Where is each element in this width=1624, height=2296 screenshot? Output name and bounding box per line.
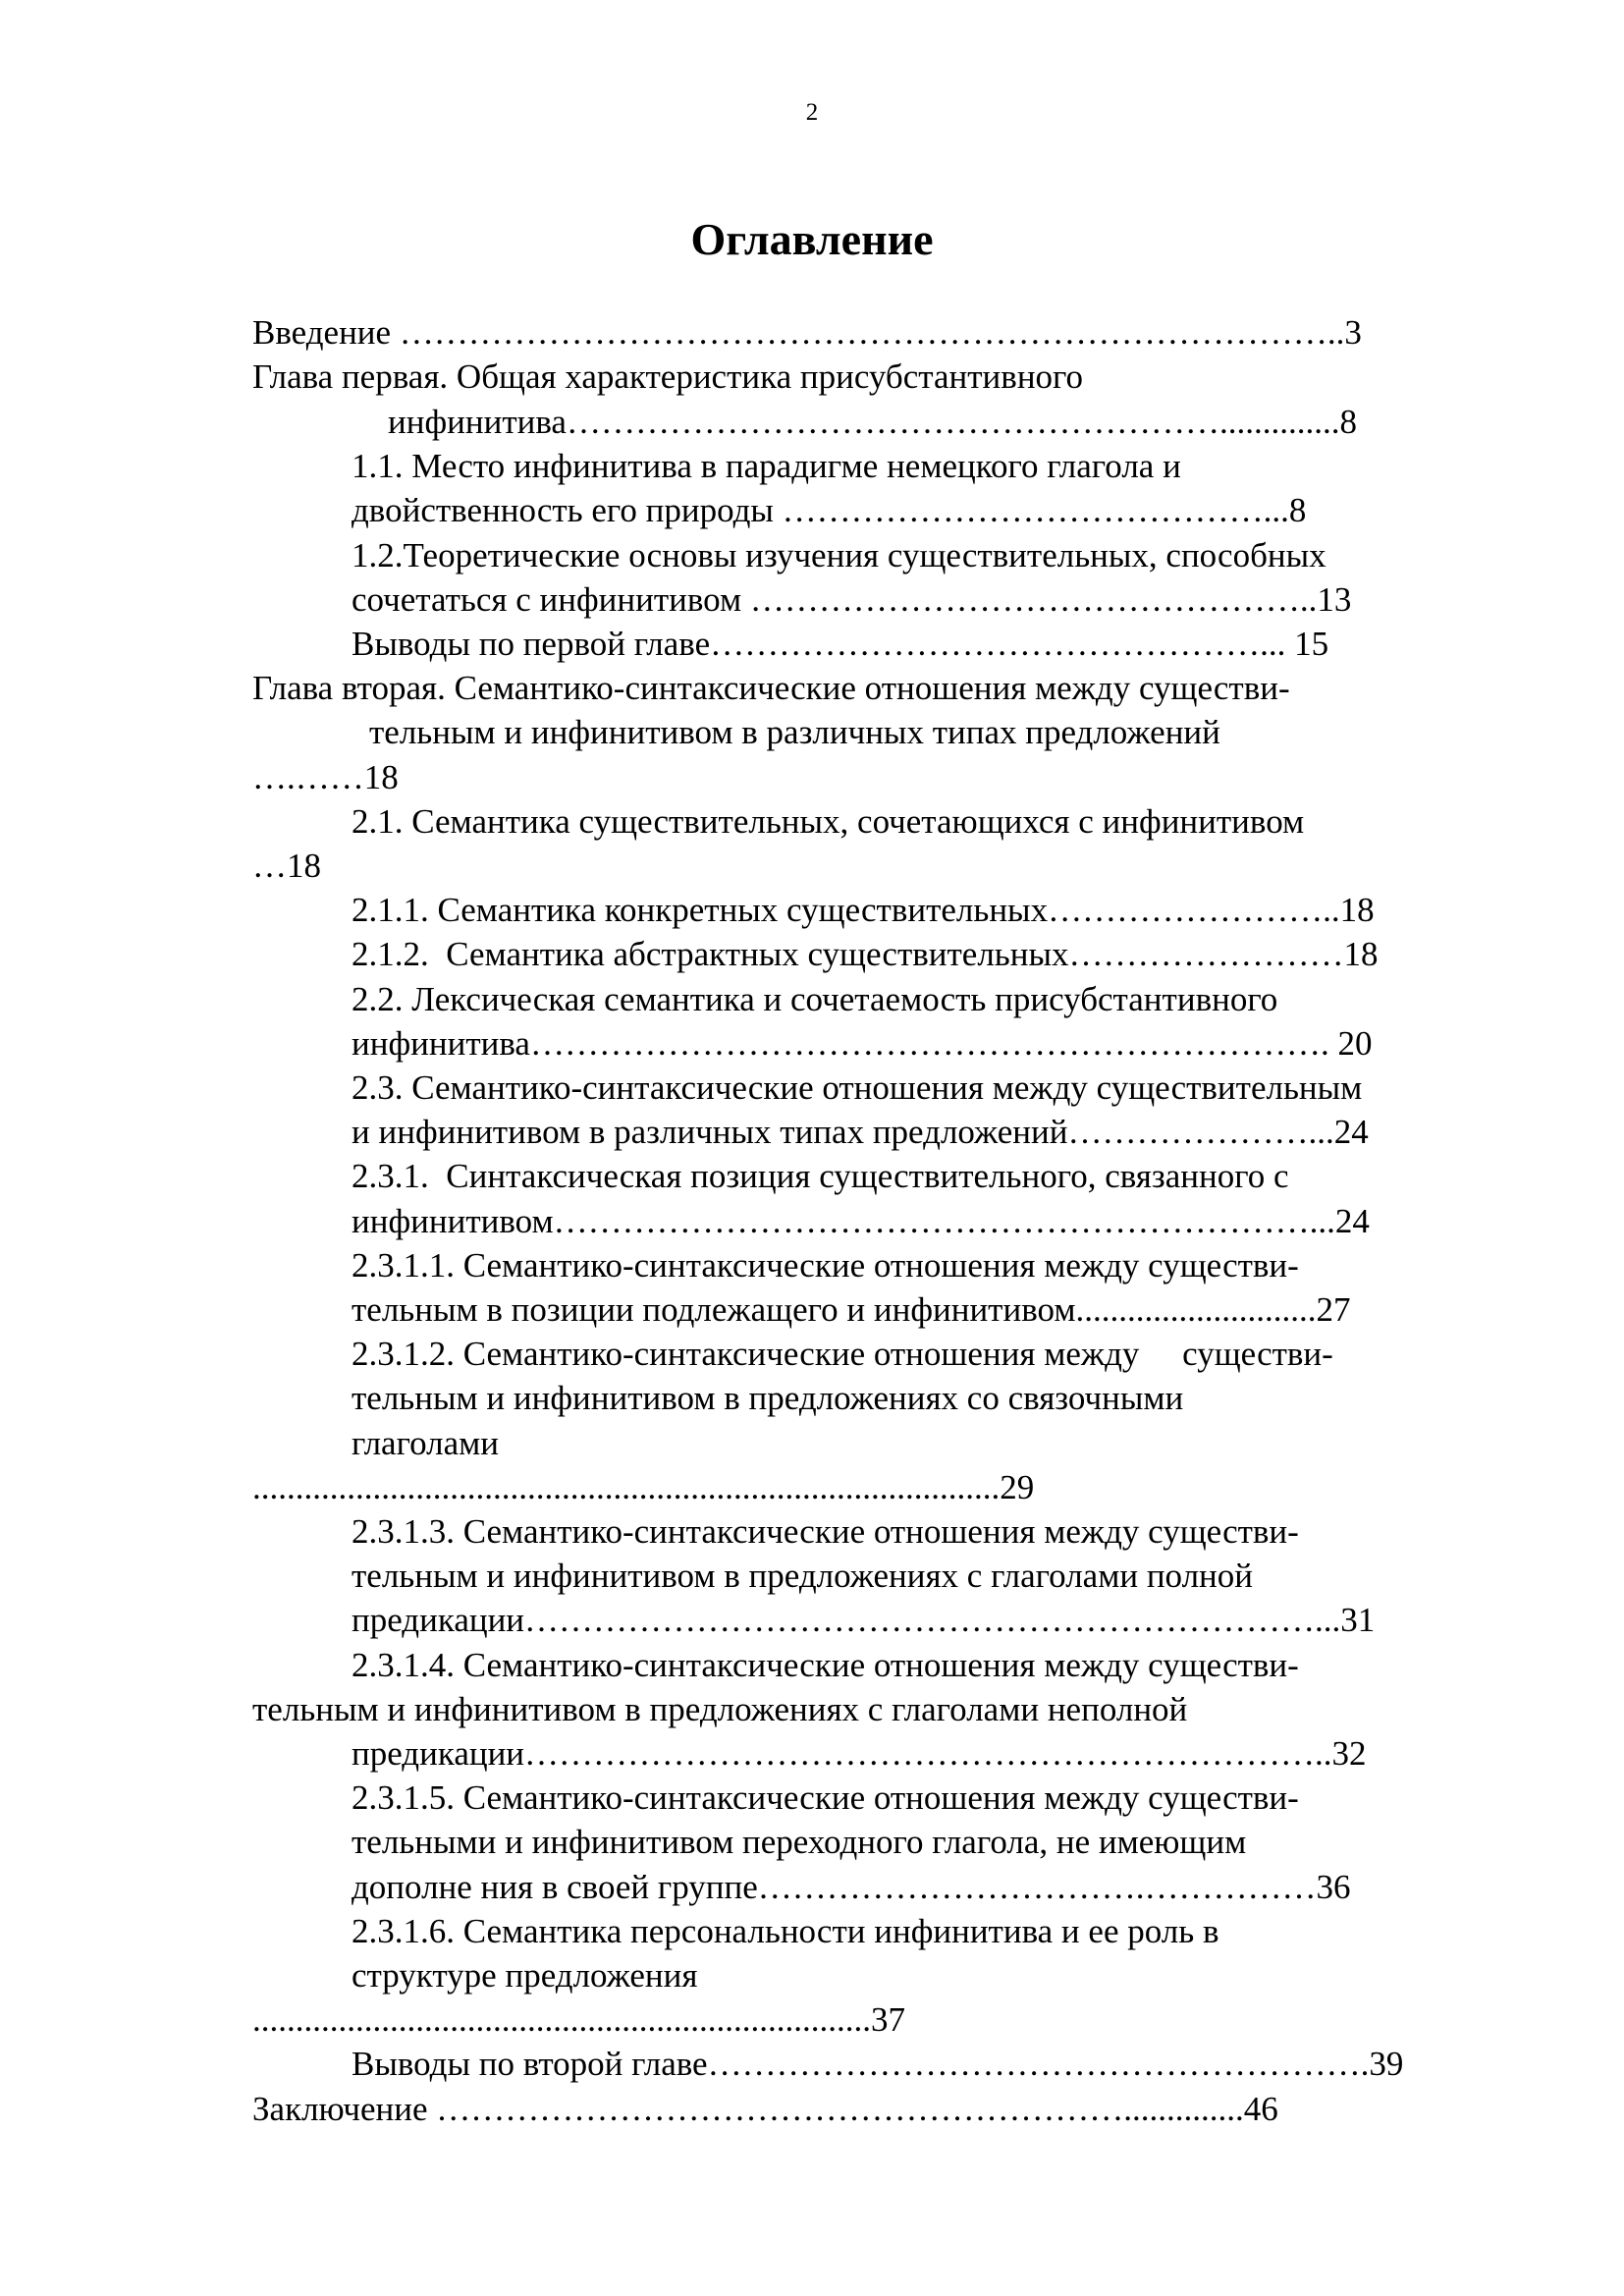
toc-entry: 2.3. Семантико-синтаксические отношения между существительным bbox=[352, 1068, 1363, 1107]
toc-entry: предикации……………………………………………………………...31 bbox=[352, 1601, 1376, 1639]
toc-entry: тельным и инфинитивом в различных типах предложений bbox=[369, 713, 1220, 751]
toc-entry: структуре предложения bbox=[352, 1956, 698, 1995]
toc-entry: 2.2. Лексическая семантика и сочетаемость присубстантивного bbox=[352, 980, 1278, 1018]
toc-entry: Заключение ……………………………………………………..............46 bbox=[252, 2090, 1278, 2128]
toc-entry: тельным и инфинитивом в предложениях с глаголами полной bbox=[352, 1557, 1254, 1595]
toc-entry: дополне ния в своей группе…………………………….……………36 bbox=[352, 1868, 1351, 1906]
page-number: 2 bbox=[805, 99, 819, 126]
page-title: Оглавление bbox=[690, 214, 934, 264]
toc-entry: Глава вторая. Семантико-синтаксические отношения между существи- bbox=[252, 669, 1290, 707]
toc-entry: тельным в позиции подлежащего и инфинитивом............................27 bbox=[352, 1290, 1351, 1329]
toc-entry: инфинитива…………………………………………………..............8 bbox=[388, 403, 1357, 441]
toc-entry: Введение ………………………………………………………………………..3 bbox=[252, 313, 1362, 352]
toc-entry: 2.3.1.3. Семантико-синтаксические отношения между существи- bbox=[352, 1512, 1299, 1551]
toc-entry: 2.1.1. Семантика конкретных существительных……………………..18 bbox=[352, 891, 1375, 929]
toc-entry: сочетаться с инфинитивом …………………………………………..13 bbox=[352, 580, 1352, 619]
toc-entry: 2.3.1.2. Семантико-синтаксические отношения между существи- bbox=[352, 1335, 1333, 1373]
toc-entry: двойственность его природы ……………………………………...8 bbox=[352, 491, 1307, 529]
toc-entry: 2.1.2. Семантика абстрактных существительных……………………18 bbox=[352, 935, 1379, 973]
toc-entry: 2.3.1.4. Семантико-синтаксические отношения между существи- bbox=[352, 1646, 1299, 1684]
toc-entry: инфинитива……………………………………………………………. 20 bbox=[352, 1024, 1373, 1063]
toc-entry: тельным и инфинитивом в предложениях со связочными bbox=[352, 1379, 1184, 1417]
toc-entry: предикации……………………………………………………………..32 bbox=[352, 1734, 1367, 1773]
toc-entry: …18 bbox=[252, 847, 321, 885]
toc-entry: и инфинитивом в различных типах предложений…………………...24 bbox=[352, 1113, 1369, 1151]
toc-entry: тельными и инфинитивом переходного глагола, не имеющим bbox=[352, 1823, 1247, 1861]
toc-entry: тельным и инфинитивом в предложениях с глаголами неполной bbox=[252, 1690, 1188, 1728]
toc-entry: .......................................................................................29 bbox=[252, 1468, 1035, 1506]
toc-entry: 2.1. Семантика существительных, сочетающихся с инфинитивом bbox=[352, 802, 1305, 841]
toc-entry: Глава первая. Общая характеристика присубстантивного bbox=[252, 357, 1084, 396]
toc-entry: 2.3.1. Синтаксическая позиция существительного, связанного с bbox=[352, 1157, 1289, 1195]
toc-entry: 1.1. Место инфинитива в парадигме немецкого глагола и bbox=[352, 447, 1181, 485]
toc-entry: инфинитивом…………………………………………………………...24 bbox=[352, 1202, 1370, 1240]
toc-entry: глаголами bbox=[352, 1424, 499, 1462]
toc-entry: Выводы по второй главе………………………………………………….39 bbox=[352, 2045, 1404, 2083]
toc-entry: ….……18 bbox=[252, 758, 399, 796]
toc-entry: Выводы по первой главе…………………………………………... 15 bbox=[352, 625, 1329, 663]
toc-entry: ........................................................................37 bbox=[252, 2000, 905, 2039]
toc-entry: 2.3.1.1. Семантико-синтаксические отношения между существи- bbox=[352, 1246, 1299, 1285]
toc-entry: 2.3.1.6. Семантика персональности инфинитива и ее роль в bbox=[352, 1912, 1219, 1950]
toc-entry: 1.2.Теоретические основы изучения существительных, способных bbox=[352, 536, 1326, 574]
toc-entry: 2.3.1.5. Семантико-синтаксические отношения между существи- bbox=[352, 1778, 1299, 1817]
